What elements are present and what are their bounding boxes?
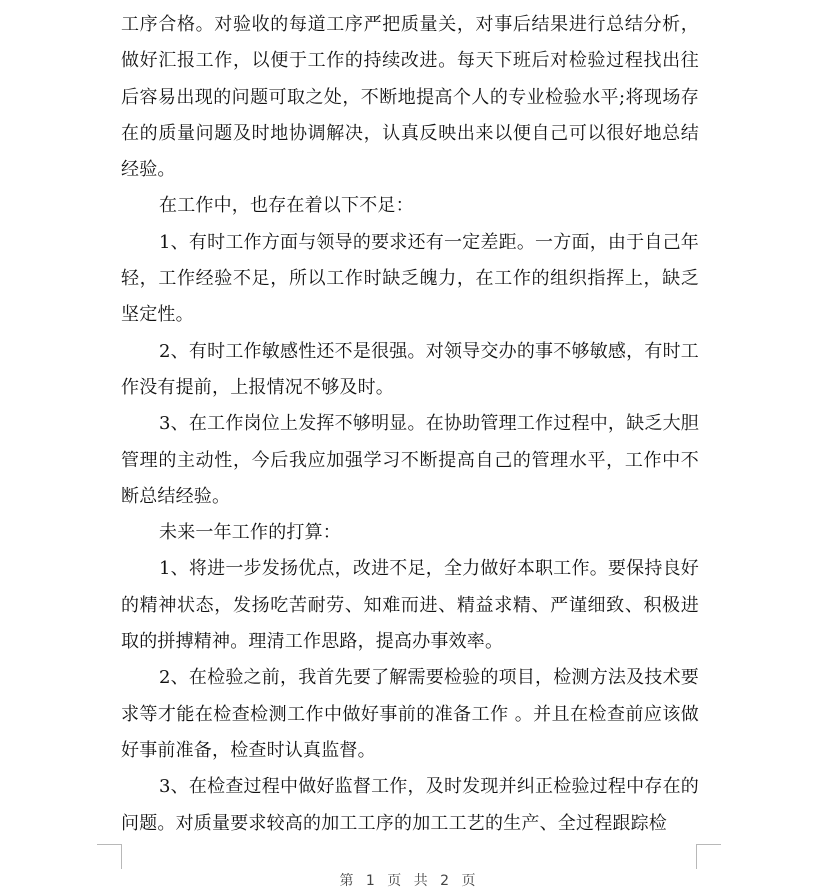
paragraph: 2、在检验之前，我首先要了解需要检验的项目，检测方法及技术要求等才能在检查检测工作中做好事前的准备工作 。并且在检查前应该做好事前准备，检查时认真监督。 xyxy=(121,667,699,761)
paragraph: 1、将进一步发扬优点，改进不足，全力做好本职工作。要保持良好的精神状态，发扬吃苦耐劳、知难而进、精益求精、严谨细致、积极进取的拼搏精神。理清工作思路，提高办事效率。 xyxy=(121,558,699,653)
paragraph: 2、有时工作敏感性还不是很强。对领导交办的事不够敏感，有时工作没有提前，上报情况不够及时。 xyxy=(121,340,699,398)
paragraph: 工序合格。对验收的每道工序严把质量关，对事后结果进行总结分析，做好汇报工作，以便于工作的持续改进。每天下班后对检验过程找出往后容易出现的问题可取之处，不断地提高个人的专业检验水平;将现场存在的质量问题及时地协调解决，认真反映出来以便自己可以很好地总结经验。 xyxy=(121,14,699,181)
paragraph: 3、在检查过程中做好监督工作，及时发现并纠正检验过程中存在的问题。对质量要求较高的加工工序的加工工艺的生产、全过程跟踪检 xyxy=(121,776,699,834)
paragraph: 1、有时工作方面与领导的要求还有一定差距。一方面，由于自己年轻，工作经验不足，所以工作时缺乏魄力，在工作的组织指挥上，缺乏坚定性。 xyxy=(121,231,699,326)
margin-corner-mark-left xyxy=(97,844,122,869)
paragraph: 未来一年工作的打算： xyxy=(159,522,341,544)
paragraph: 在工作中，也存在着以下不足： xyxy=(159,195,414,217)
paragraph: 3、在工作岗位上发挥不够明显。在协助管理工作过程中，缺乏大胆管理的主动性，今后我应加强学习不断提高自己的管理水平，工作中不断总结经验。 xyxy=(121,413,699,507)
document-body xyxy=(121,7,699,842)
page-footer: 第 1 页 共 2 页 xyxy=(339,873,480,889)
margin-corner-mark-right xyxy=(696,844,721,869)
